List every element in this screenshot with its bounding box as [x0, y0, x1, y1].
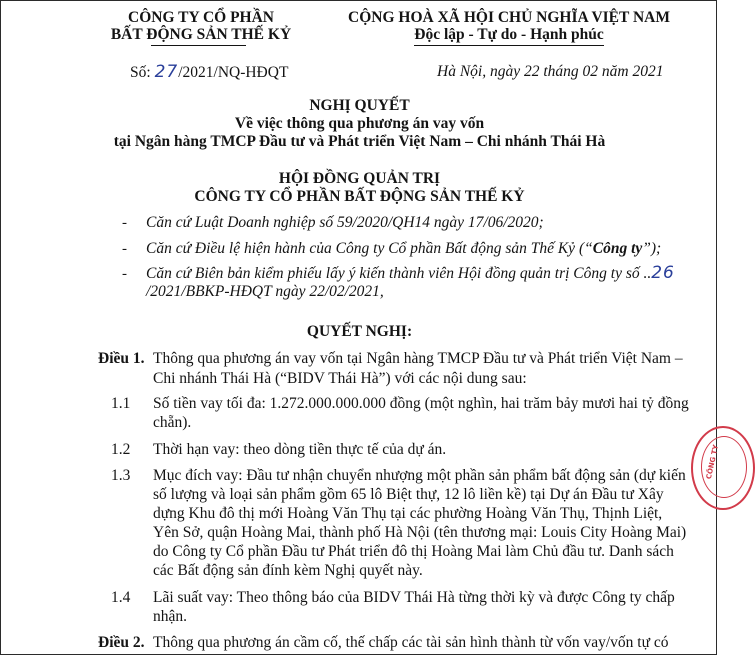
nation-title: CỘNG HOÀ XÃ HỘI CHỦ NGHĨA VIỆT NAM — [348, 9, 670, 26]
basis-bullet: - — [122, 266, 127, 282]
resolution-subject-line1: Về việc thông qua phương án vay vốn — [234, 115, 485, 132]
company-name-line2: BẤT ĐỘNG SẢN THẾ KỶ — [110, 26, 292, 43]
item-1-3-line4: Yên Sở, quận Hoàng Mai, thành phố Hà Nội (tên thương mại: Louis City Hoàng Mai) — [153, 524, 687, 541]
article-1-line2: Chi nhánh Thái Hà (“BIDV Thái Hà”) với các nội dung sau: — [153, 370, 527, 387]
basis-charter-text-c: ”); — [642, 240, 662, 257]
item-number: 1.3 — [111, 467, 131, 484]
basis-minutes-text-a: Căn cứ Biên bản kiểm phiếu lấy ý kiến thành viên Hội đồng quản trị Công ty số .. — [146, 265, 652, 282]
item-1-3-line5: do Công ty Cổ phần Đầu tư Phát triển đô thị Hoàng Mai làm Chủ đầu tư. Danh sách — [153, 543, 674, 560]
header-left-rule — [151, 45, 246, 46]
basis-minutes-line1 — [146, 263, 675, 283]
nation-motto — [337, 26, 681, 46]
article-1-label: Điều 1. — [98, 350, 145, 367]
item-1-1-line2: chẵn). — [153, 414, 192, 431]
basis-minutes-handwritten: 26 — [651, 263, 675, 283]
basis-bullet: - — [122, 215, 127, 231]
doc-number-prefix: Số: — [130, 64, 155, 81]
article-2-label: Điều 2. — [98, 634, 145, 651]
item-1-4-line1: Lãi suất vay: Theo thông báo của BIDV Thái Hà từng thời kỳ và được Công ty chấp — [153, 589, 675, 606]
item-number: 1.2 — [111, 441, 131, 458]
basis-charter-text-a: Căn cứ Điều lệ hiện hành của Công ty Cổ phần Bất động sản Thế Kỷ (“ — [146, 240, 593, 257]
basis-charter-company: Công ty — [592, 240, 643, 257]
item-1-3-line3: dựng Khu đô thị mới Hoàng Văn Thụ tại các phường Hoàng Văn Thụ, Thịnh Liệt, — [153, 505, 663, 522]
document-number — [130, 62, 288, 82]
basis-minutes-line2: /2021/BBKP-HĐQT ngày 22/02/2021, — [146, 283, 384, 300]
item-number: 1.1 — [111, 395, 131, 412]
doc-number-handwritten: 27 — [154, 62, 179, 82]
board-company: CÔNG TY CỔ PHẦN BẤT ĐỘNG SẢN THẾ KỶ — [194, 188, 525, 205]
basis-law: Căn cứ Luật Doanh nghiệp số 59/2020/QH14 ngày 17/06/2020; — [146, 214, 544, 231]
item-1-3-line6: các Bất động sản đính kèm Nghị quyết này. — [153, 562, 423, 579]
article-1-line1: Thông qua phương án vay vốn tại Ngân hàng TMCP Đầu tư và Phát triển Việt Nam – — [153, 350, 683, 367]
article-2-line1: Thông qua phương án cầm cố, thế chấp các tài sản hình thành từ vốn vay/vốn tự có — [153, 634, 669, 651]
resolution-heading: NGHỊ QUYẾT — [309, 97, 410, 114]
item-1-2-line1: Thời hạn vay: theo dòng tiền thực tế của dự án. — [153, 441, 447, 458]
resolution-subject-line2: tại Ngân hàng TMCP Đầu tư và Phát triển Việt Nam – Chi nhánh Thái Hà — [113, 133, 606, 150]
company-seal — [691, 426, 755, 510]
item-number: 1.4 — [111, 589, 131, 606]
item-1-3-line1: Mục đích vay: Đầu tư nhận chuyển nhượng một phần sản phẩm bất động sản (dự kiến — [153, 467, 686, 484]
item-1-1-line1: Số tiền vay tối đa: 1.272.000.000.000 đồng (một nghìn, hai trăm bảy mươi hai tỷ đồng — [153, 395, 689, 412]
company-name-line1: CÔNG TY CỔ PHẦN — [128, 9, 274, 26]
document-date: Hà Nội, ngày 22 tháng 02 năm 2021 — [437, 63, 664, 80]
item-1-3-line2: số lượng và loại sản phẩm gồm 65 lô Biệt thự, 12 lô liền kề) tại Dự án Đầu tư Xây — [153, 486, 664, 503]
board-title: HỘI ĐỒNG QUẢN TRỊ — [278, 170, 441, 187]
basis-bullet: - — [122, 241, 127, 257]
doc-number-suffix: /2021/NQ-HĐQT — [178, 64, 289, 81]
item-1-4-line2: nhận. — [153, 608, 188, 625]
basis-charter — [146, 240, 661, 258]
nation-motto-text: Độc lập - Tự do - Hạnh phúc — [414, 26, 603, 46]
resolves-heading: QUYẾT NGHỊ: — [306, 323, 413, 340]
company-seal-text: CÔNG TY — [704, 444, 721, 480]
